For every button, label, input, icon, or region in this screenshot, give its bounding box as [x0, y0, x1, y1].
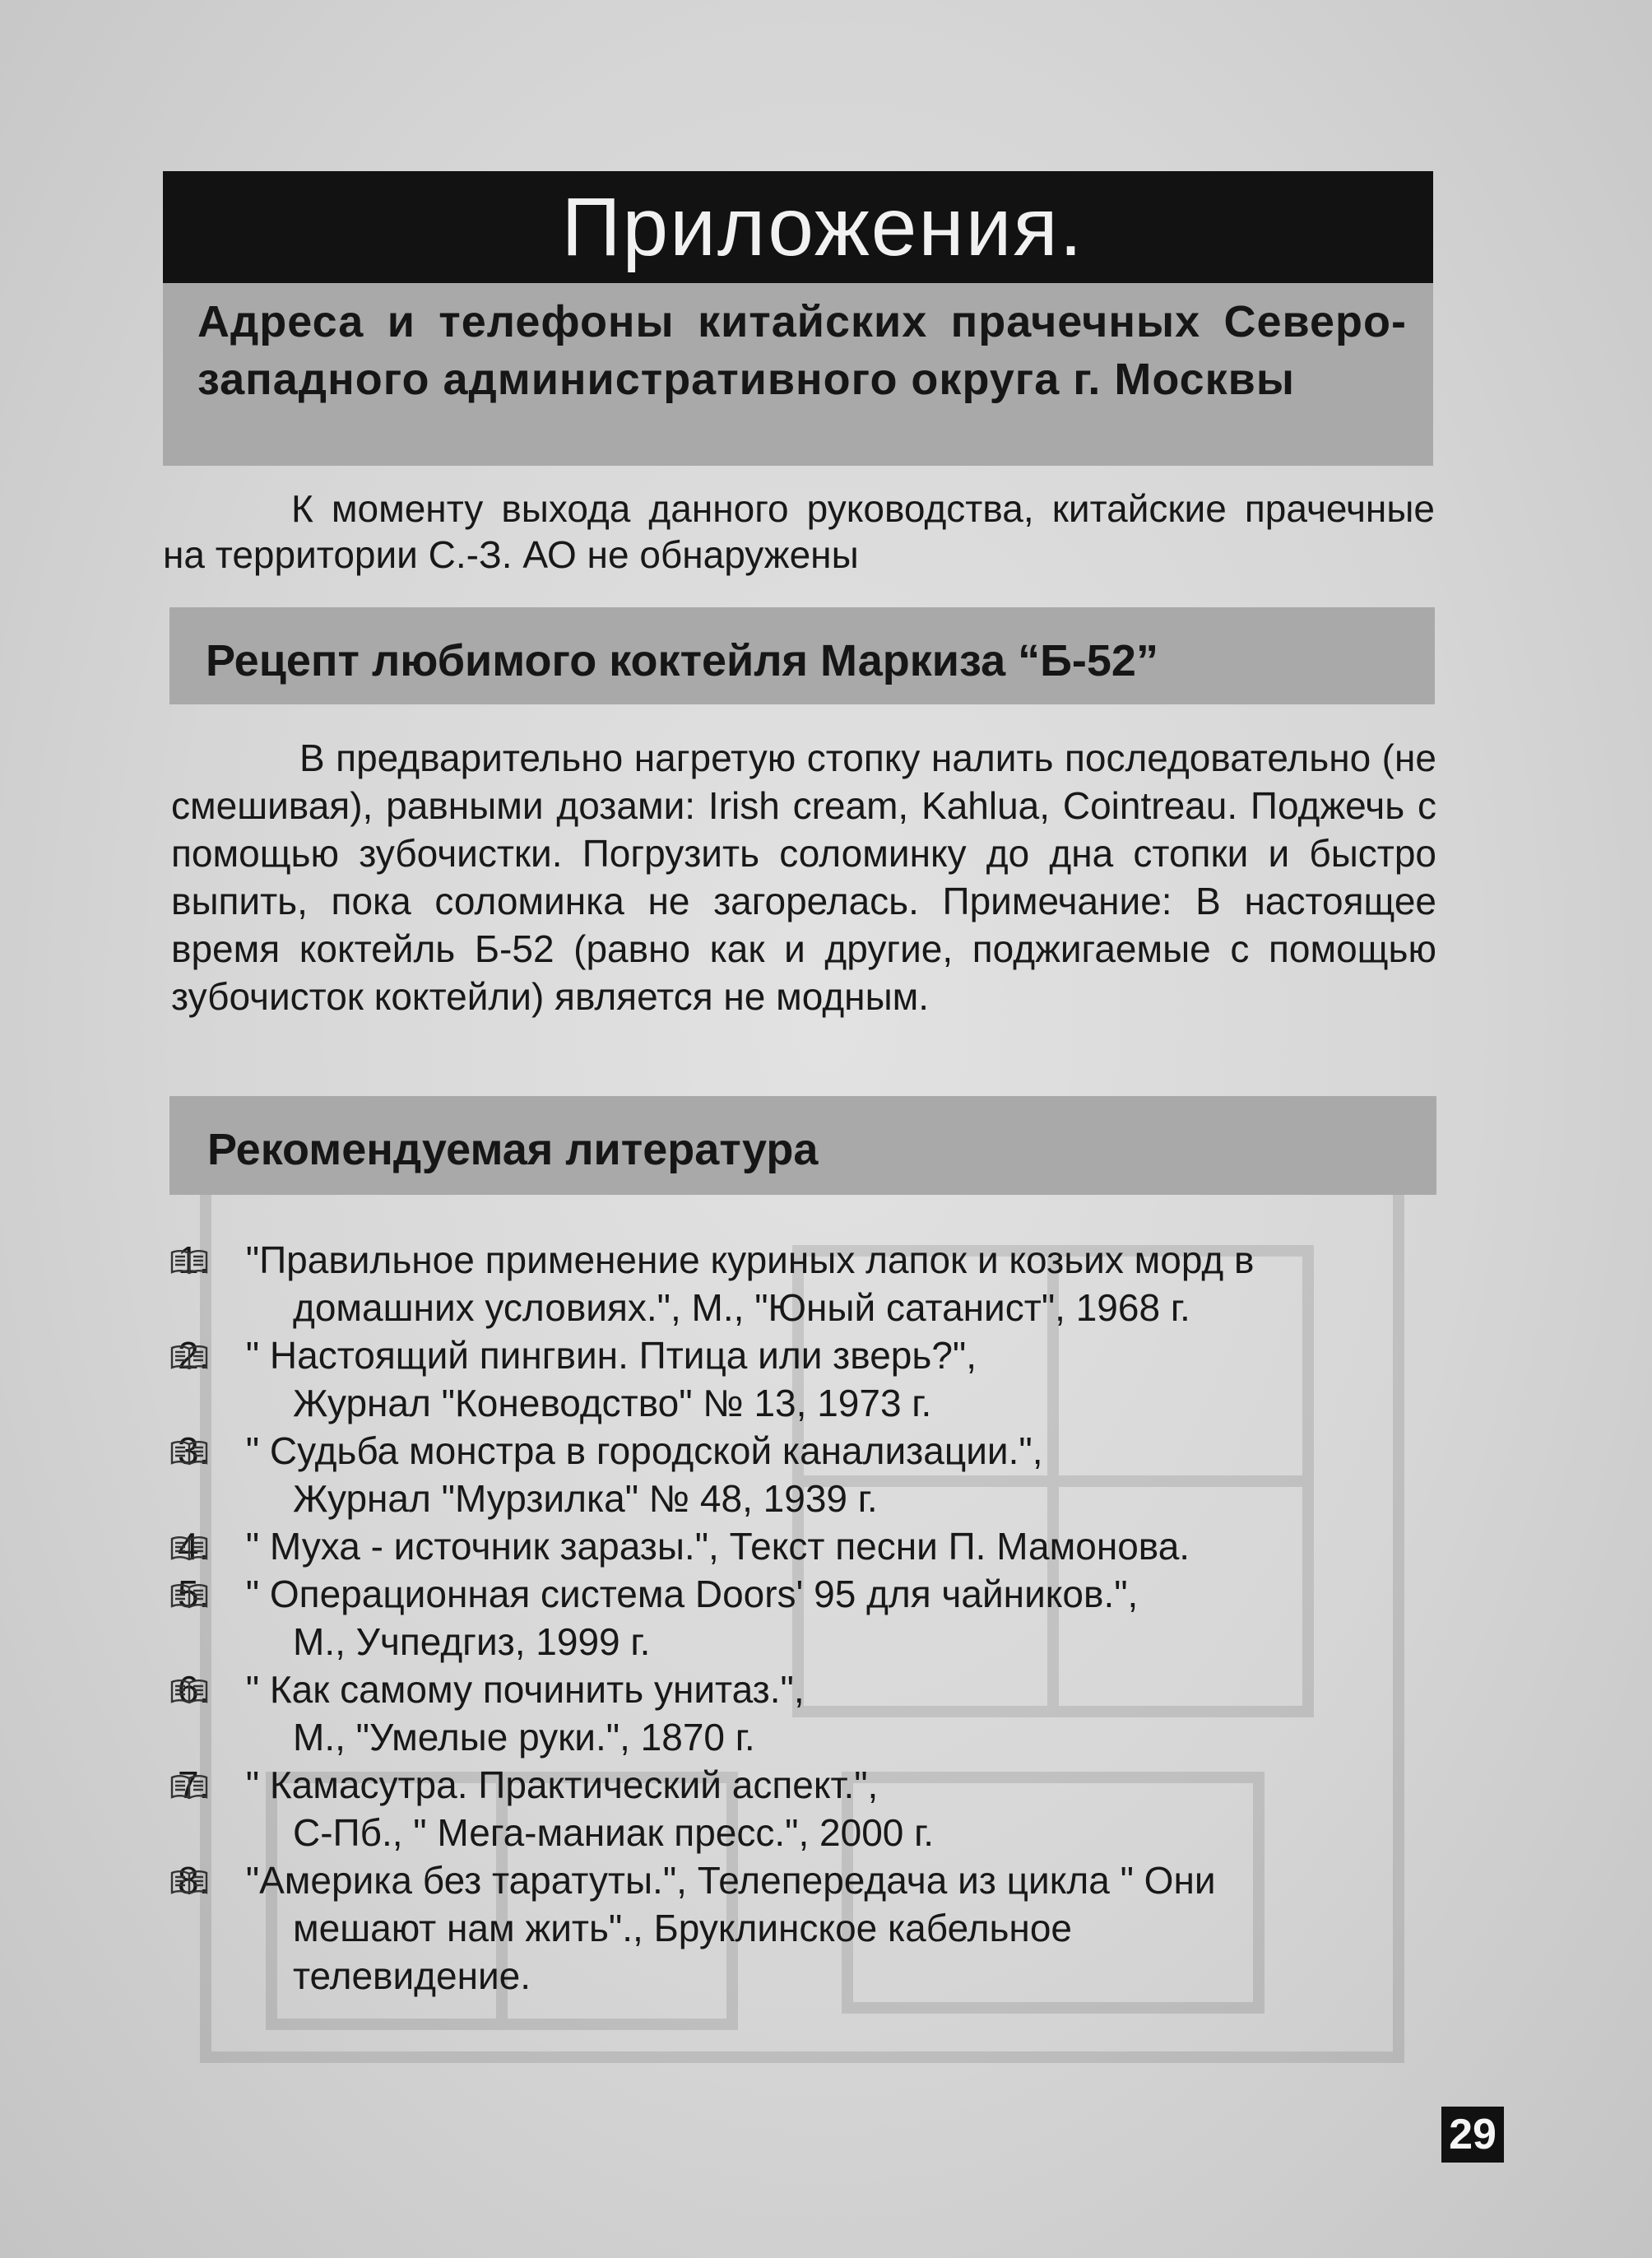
item-text: " Как самому починить унитаз.", [245, 1668, 805, 1711]
item-text: "Америка без таратуты.", Телепередача из цикла " Они [245, 1859, 1216, 1902]
open-book-icon [169, 1772, 209, 1800]
item-text-cont: Журнал "Коневодство" № 13, 1973 г. [293, 1382, 932, 1424]
item-text: " Настоящий пингвин. Птица или зверь?", [245, 1334, 977, 1377]
item-text: " Муха - источник заразы.", Текст песни П. Мамонова. [245, 1525, 1190, 1568]
item-text-cont: домашних условиях.", М., "Юный сатанист", 1968 г. [293, 1286, 1190, 1329]
item-text: " Операционная система Doors' 95 для чайников.", [245, 1573, 1139, 1615]
open-book-icon [169, 1582, 209, 1610]
list-item: 6. " Как самому починить унитаз.", М., "Умелые руки.", 1870 г. [169, 1666, 1436, 1761]
open-book-icon [169, 1247, 209, 1275]
list-item: 4. " Муха - источник заразы.", Текст песни П. Мамонова. [169, 1522, 1436, 1570]
item-text: " Камасутра. Практический аспект.", [245, 1763, 879, 1806]
list-item: 8. "Америка без таратуты.", Телепередача из цикла " Они мешают нам жить"., Бруклинское кабельное телевидение. [169, 1856, 1436, 2000]
open-book-icon [169, 1677, 209, 1705]
open-book-icon [169, 1343, 209, 1371]
page-title [163, 171, 1433, 283]
item-text-cont: Журнал "Мурзилка" № 48, 1939 г. [293, 1477, 878, 1520]
cocktail-paragraph: В предварительно нагретую стопку налить последовательно (не смешивая), равными дозами: Irish cream, Kahlua, Cointreau. Поджечь с помощью зубочистки. Погрузить соломинку до дна стопки и быстро выпить, пока соломинка не загорелась. Примечание: В настоящее время коктейль Б-52 (равно как и другие, поджигаемые с помощью зубочисток коктейли) является не модным. [171, 736, 1436, 1018]
list-item: 7. " Камасутра. Практический аспект.", С-Пб., " Мега-маниак пресс.", 2000 г. [169, 1761, 1436, 1856]
literature-list [169, 1236, 1436, 2000]
section-header-literature: Рекомендуемая литература [169, 1096, 1436, 1195]
section-header-laundries: Адреса и телефоны китайских прачечных Северо-западного административного округа г. Москвы [163, 283, 1433, 466]
open-book-icon [169, 1868, 209, 1896]
item-text-cont2: телевидение. [293, 1954, 531, 1997]
list-item: 5. " Операционная система Doors' 95 для чайников.", М., Учпедгиз, 1999 г. [169, 1570, 1436, 1666]
laundries-paragraph: К моменту выхода данного руководства, китайские прачечные на территории С.-З. АО не обнаружены [163, 487, 1435, 576]
page-number: 29 [1441, 2107, 1504, 2163]
list-item: 1. "Правильное применение куриных лапок и козьих морд в домашних условиях.", М., "Юный сатанист", 1968 г. [169, 1236, 1436, 1331]
list-item: 3. " Судьба монстра в городской канализации.", Журнал "Мурзилка" № 48, 1939 г. [169, 1427, 1436, 1522]
item-text-cont: М., Учпедгиз, 1999 г. [293, 1620, 651, 1663]
open-book-icon [169, 1534, 209, 1562]
list-item: 2. " Настоящий пингвин. Птица или зверь?", Журнал "Коневодство" № 13, 1973 г. [169, 1331, 1436, 1427]
item-text-cont: С-Пб., " Мега-маниак пресс.", 2000 г. [293, 1811, 935, 1854]
page-title-text: Приложения. [561, 181, 1084, 273]
open-book-icon [169, 1438, 209, 1466]
item-text-cont: мешают нам жить"., Бруклинское кабельное [293, 1907, 1072, 1949]
section-header-cocktail: Рецепт любимого коктейля Маркиза “Б-52” [169, 607, 1435, 704]
item-text: " Судьба монстра в городской канализации.", [245, 1429, 1043, 1472]
item-text-cont: М., "Умелые руки.", 1870 г. [293, 1716, 755, 1759]
item-text: "Правильное применение куриных лапок и козьих морд в [245, 1238, 1255, 1281]
